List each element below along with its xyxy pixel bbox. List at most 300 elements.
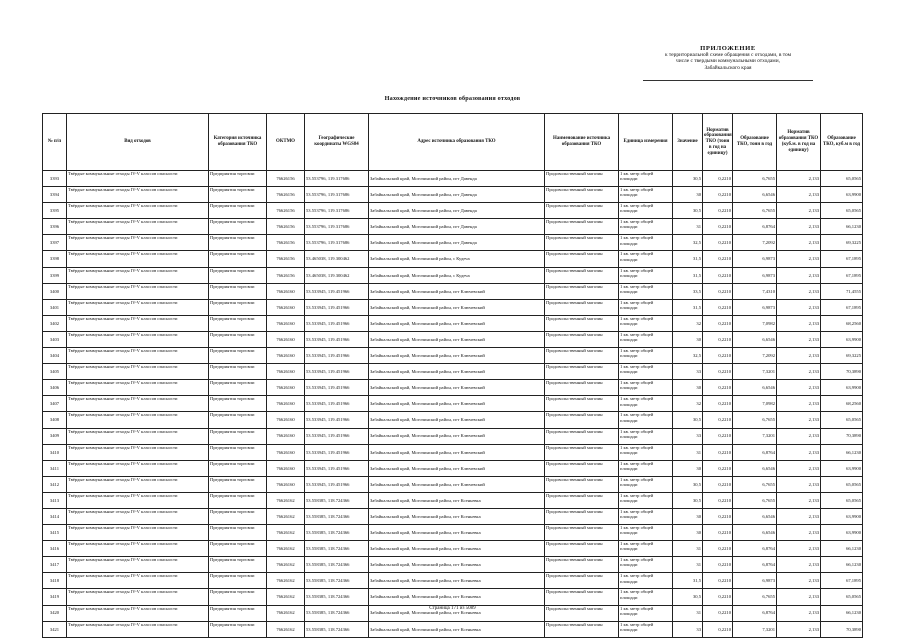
cell-oktmo: 76626160 — [267, 283, 305, 299]
cell-norm-cubic: 2,133 — [777, 380, 821, 396]
cell-total-cubic: 65,0565 — [821, 412, 863, 428]
cell-row-number: 3404 — [43, 348, 67, 364]
cell-source-name: Продовольственный магазин — [545, 476, 619, 492]
cell-total-tonnes: 6,8764 — [733, 444, 777, 460]
cell-norm-cubic: 2,133 — [777, 187, 821, 203]
table-row — [43, 299, 863, 315]
cell-source-category: Предприятия торговли — [209, 267, 267, 283]
cell-unit: 1 кв. метр общей площади — [619, 557, 673, 573]
cell-source-category: Предприятия торговли — [209, 235, 267, 251]
cell-address: Забайкальский край, Могочинский район, пгт Ключевский — [369, 380, 545, 396]
cell-unit: 1 кв. метр общей площади — [619, 460, 673, 476]
cell-norm-cubic: 2,133 — [777, 557, 821, 573]
cell-row-number: 3400 — [43, 283, 67, 299]
cell-oktmo: 76626160 — [267, 428, 305, 444]
table-row — [43, 444, 863, 460]
cell-norm-tonnes: 0,2210 — [703, 203, 733, 219]
cell-oktmo: 76626160 — [267, 364, 305, 380]
cell-unit: 1 кв. метр общей площади — [619, 476, 673, 492]
cell-value: 30,5 — [673, 171, 703, 187]
cell-source-category: Предприятия торговли — [209, 251, 267, 267]
cell-unit: 1 кв. метр общей площади — [619, 492, 673, 508]
table-row — [43, 428, 863, 444]
cell-value: 30 — [673, 508, 703, 524]
cell-coordinates: 53.553796, 119.317686 — [305, 171, 369, 187]
cell-source-name: Продовольственный магазин — [545, 364, 619, 380]
cell-source-name: Продовольственный магазин — [545, 171, 619, 187]
cell-source-name: Продовольственный магазин — [545, 621, 619, 637]
cell-norm-cubic: 2,133 — [777, 267, 821, 283]
cell-oktmo: 76626160 — [267, 299, 305, 315]
cell-norm-tonnes: 0,2210 — [703, 364, 733, 380]
cell-value: 30 — [673, 380, 703, 396]
cell-coordinates: 53.553796, 119.317686 — [305, 187, 369, 203]
cell-norm-tonnes: 0,2210 — [703, 476, 733, 492]
table-row — [43, 380, 863, 396]
cell-total-cubic: 63,9900 — [821, 508, 863, 524]
cell-norm-cubic: 2,133 — [777, 235, 821, 251]
cell-oktmo: 76626160 — [267, 380, 305, 396]
cell-waste-type: Твёрдые коммунальные отходы IV-V классов опасности — [67, 380, 209, 396]
cell-norm-cubic: 2,133 — [777, 412, 821, 428]
cell-address: Забайкальский край, Могочинский район, пгт Ключевский — [369, 283, 545, 299]
cell-total-tonnes: 6,9873 — [733, 299, 777, 315]
cell-row-number: 3411 — [43, 460, 67, 476]
cell-total-cubic: 70,3890 — [821, 428, 863, 444]
cell-source-category: Предприятия торговли — [209, 396, 267, 412]
cell-source-category: Предприятия торговли — [209, 299, 267, 315]
table-row — [43, 187, 863, 203]
appendix-block — [643, 46, 813, 81]
cell-value: 32,5 — [673, 235, 703, 251]
cell-waste-type: Твёрдые коммунальные отходы IV-V классов опасности — [67, 541, 209, 557]
cell-source-category: Предприятия торговли — [209, 283, 267, 299]
cell-norm-cubic: 2,133 — [777, 525, 821, 541]
cell-unit: 1 кв. метр общей площади — [619, 235, 673, 251]
cell-unit: 1 кв. метр общей площади — [619, 315, 673, 331]
cell-source-category: Предприятия торговли — [209, 525, 267, 541]
appendix-line-2: числе с твердыми коммунальными отходами, — [676, 58, 780, 65]
cell-norm-cubic: 2,133 — [777, 299, 821, 315]
cell-address: Забайкальский край, Могочинский район, пгт Давенда — [369, 203, 545, 219]
cell-waste-type: Твёрдые коммунальные отходы IV-V классов опасности — [67, 573, 209, 589]
cell-total-tonnes: 6,8764 — [733, 219, 777, 235]
cell-value: 30 — [673, 460, 703, 476]
cell-source-category: Предприятия торговли — [209, 219, 267, 235]
cell-total-tonnes: 6,9873 — [733, 267, 777, 283]
cell-address: Забайкальский край, Могочинский район, пгт Ключевский — [369, 299, 545, 315]
cell-value: 30 — [673, 525, 703, 541]
table-row — [43, 348, 863, 364]
cell-waste-type: Твёрдые коммунальные отходы IV-V классов опасности — [67, 219, 209, 235]
cell-source-category: Предприятия торговли — [209, 412, 267, 428]
cell-row-number: 3406 — [43, 380, 67, 396]
cell-total-cubic: 69,3225 — [821, 348, 863, 364]
cell-waste-type: Твёрдые коммунальные отходы IV-V классов опасности — [67, 283, 209, 299]
cell-address: Забайкальский край, Могочинский район, пгт Ключевский — [369, 348, 545, 364]
table-row — [43, 364, 863, 380]
cell-row-number: 3405 — [43, 364, 67, 380]
cell-coordinates: 53.533945, 119.451966 — [305, 331, 369, 347]
col-header-norm-cubic: Норматив образования ТКО (куб.м. в год на единицу) — [777, 114, 821, 171]
cell-row-number: 3419 — [43, 589, 67, 605]
cell-address: Забайкальский край, Могочинский район, пгт Ключевский — [369, 476, 545, 492]
cell-norm-tonnes: 0,2210 — [703, 589, 733, 605]
cell-unit: 1 кв. метр общей площади — [619, 331, 673, 347]
cell-value: 32 — [673, 315, 703, 331]
cell-unit: 1 кв. метр общей площади — [619, 364, 673, 380]
cell-total-cubic: 63,9900 — [821, 460, 863, 476]
cell-source-name: Продовольственный магазин — [545, 508, 619, 524]
table-row — [43, 589, 863, 605]
cell-total-tonnes: 6,9873 — [733, 251, 777, 267]
cell-oktmo: 76626162 — [267, 589, 305, 605]
cell-total-tonnes: 6,7655 — [733, 171, 777, 187]
cell-norm-tonnes: 0,2210 — [703, 492, 733, 508]
cell-waste-type: Твёрдые коммунальные отходы IV-V классов опасности — [67, 621, 209, 637]
cell-source-name: Продовольственный магазин — [545, 525, 619, 541]
cell-total-cubic: 70,3890 — [821, 621, 863, 637]
cell-unit: 1 кв. метр общей площади — [619, 171, 673, 187]
cell-address: Забайкальский край, Могочинский район, пгт Ключевский — [369, 396, 545, 412]
table-row — [43, 331, 863, 347]
cell-source-name: Продовольственный магазин — [545, 444, 619, 460]
cell-source-category: Предприятия торговли — [209, 428, 267, 444]
cell-total-cubic: 69,3225 — [821, 235, 863, 251]
table-row — [43, 492, 863, 508]
cell-waste-type: Твёрдые коммунальные отходы IV-V классов опасности — [67, 476, 209, 492]
cell-total-tonnes: 6,7655 — [733, 492, 777, 508]
cell-norm-tonnes: 0,2210 — [703, 573, 733, 589]
page-footer: Страница 171 из 5089 — [429, 606, 476, 611]
cell-coordinates: 53.558385, 118.724366 — [305, 573, 369, 589]
cell-source-name: Продовольственный магазин — [545, 541, 619, 557]
cell-source-category: Предприятия торговли — [209, 589, 267, 605]
cell-total-tonnes: 6,6546 — [733, 380, 777, 396]
cell-source-category: Предприятия торговли — [209, 331, 267, 347]
cell-total-tonnes: 7,4310 — [733, 283, 777, 299]
table-row — [43, 203, 863, 219]
cell-norm-tonnes: 0,2210 — [703, 508, 733, 524]
cell-row-number: 3412 — [43, 476, 67, 492]
cell-source-name: Продовольственный магазин — [545, 283, 619, 299]
cell-norm-tonnes: 0,2210 — [703, 187, 733, 203]
cell-address: Забайкальский край, Могочинский район, с Кудеча — [369, 267, 545, 283]
cell-source-name: Продовольственный магазин — [545, 267, 619, 283]
cell-norm-tonnes: 0,2210 — [703, 605, 733, 621]
cell-coordinates: 53.533945, 119.451966 — [305, 460, 369, 476]
cell-total-tonnes: 6,6546 — [733, 460, 777, 476]
cell-source-category: Предприятия торговли — [209, 348, 267, 364]
cell-waste-type: Твёрдые коммунальные отходы IV-V классов опасности — [67, 364, 209, 380]
cell-value: 33 — [673, 621, 703, 637]
cell-norm-cubic: 2,133 — [777, 203, 821, 219]
cell-waste-type: Твёрдые коммунальные отходы IV-V классов опасности — [67, 267, 209, 283]
cell-row-number: 3401 — [43, 299, 67, 315]
cell-address: Забайкальский край, Могочинский район, пгт Давенда — [369, 235, 545, 251]
cell-waste-type: Твёрдые коммунальные отходы IV-V классов опасности — [67, 396, 209, 412]
cell-norm-tonnes: 0,2210 — [703, 412, 733, 428]
cell-unit: 1 кв. метр общей площади — [619, 573, 673, 589]
cell-address: Забайкальский край, Могочинский район, пгт Ксеньевка — [369, 525, 545, 541]
cell-total-tonnes: 6,8764 — [733, 557, 777, 573]
cell-oktmo: 76626160 — [267, 476, 305, 492]
cell-source-category: Предприятия торговли — [209, 508, 267, 524]
cell-row-number: 3413 — [43, 492, 67, 508]
table-row — [43, 621, 863, 637]
cell-source-category: Предприятия торговли — [209, 364, 267, 380]
cell-source-name: Продовольственный магазин — [545, 203, 619, 219]
cell-coordinates: 53.533945, 119.451966 — [305, 444, 369, 460]
cell-total-cubic: 66,1230 — [821, 605, 863, 621]
cell-norm-tonnes: 0,2210 — [703, 460, 733, 476]
cell-norm-tonnes: 0,2210 — [703, 267, 733, 283]
cell-total-tonnes: 6,6546 — [733, 525, 777, 541]
cell-waste-type: Твёрдые коммунальные отходы IV-V классов опасности — [67, 525, 209, 541]
cell-total-cubic: 67,1895 — [821, 251, 863, 267]
cell-norm-cubic: 2,133 — [777, 508, 821, 524]
table-row — [43, 508, 863, 524]
cell-total-tonnes: 7,0982 — [733, 315, 777, 331]
table-row — [43, 219, 863, 235]
cell-coordinates: 53.558385, 118.724366 — [305, 557, 369, 573]
document-title: Нахождение источников образования отходов — [384, 95, 521, 102]
cell-norm-tonnes: 0,2210 — [703, 444, 733, 460]
cell-waste-type: Твёрдые коммунальные отходы IV-V классов опасности — [67, 251, 209, 267]
cell-total-cubic: 65,0565 — [821, 171, 863, 187]
cell-norm-cubic: 2,133 — [777, 476, 821, 492]
table-row — [43, 541, 863, 557]
cell-value: 30,5 — [673, 476, 703, 492]
cell-unit: 1 кв. метр общей площади — [619, 203, 673, 219]
cell-row-number: 3410 — [43, 444, 67, 460]
cell-norm-cubic: 2,133 — [777, 541, 821, 557]
cell-oktmo: 76626162 — [267, 525, 305, 541]
cell-oktmo: 76626162 — [267, 605, 305, 621]
table-row — [43, 283, 863, 299]
cell-address: Забайкальский край, Могочинский район, пгт Давенда — [369, 187, 545, 203]
cell-norm-cubic: 2,133 — [777, 283, 821, 299]
cell-source-category: Предприятия торговли — [209, 315, 267, 331]
col-header-total-cubic: Образование ТКО, куб.м в год — [821, 114, 863, 171]
cell-norm-cubic: 2,133 — [777, 171, 821, 187]
cell-address: Забайкальский край, Могочинский район, пгт Ключевский — [369, 460, 545, 476]
cell-value: 30,5 — [673, 589, 703, 605]
cell-oktmo: 76626156 — [267, 171, 305, 187]
cell-oktmo: 76626160 — [267, 331, 305, 347]
cell-norm-cubic: 2,133 — [777, 428, 821, 444]
cell-unit: 1 кв. метр общей площади — [619, 444, 673, 460]
cell-unit: 1 кв. метр общей площади — [619, 251, 673, 267]
cell-coordinates: 53.558385, 118.724366 — [305, 541, 369, 557]
cell-norm-cubic: 2,133 — [777, 605, 821, 621]
cell-oktmo: 76626162 — [267, 557, 305, 573]
cell-total-cubic: 63,9900 — [821, 331, 863, 347]
col-header-norm-tonnes: Норматив образования ТКО (тонн в год на единицу) — [703, 114, 733, 171]
cell-source-category: Предприятия торговли — [209, 444, 267, 460]
table-row — [43, 557, 863, 573]
cell-unit: 1 кв. метр общей площади — [619, 621, 673, 637]
cell-total-tonnes: 6,7655 — [733, 589, 777, 605]
cell-oktmo: 76626162 — [267, 541, 305, 557]
cell-source-name: Продовольственный магазин — [545, 428, 619, 444]
cell-unit: 1 кв. метр общей площади — [619, 219, 673, 235]
cell-waste-type: Твёрдые коммунальные отходы IV-V классов опасности — [67, 315, 209, 331]
cell-source-category: Предприятия торговли — [209, 573, 267, 589]
cell-total-tonnes: 7,2092 — [733, 235, 777, 251]
cell-norm-tonnes: 0,2210 — [703, 315, 733, 331]
cell-source-category: Предприятия торговли — [209, 476, 267, 492]
cell-value: 31 — [673, 219, 703, 235]
cell-source-name: Продовольственный магазин — [545, 573, 619, 589]
cell-row-number: 3398 — [43, 251, 67, 267]
cell-source-name: Продовольственный магазин — [545, 331, 619, 347]
cell-coordinates: 53.465038, 119.300462 — [305, 267, 369, 283]
cell-source-name: Продовольственный магазин — [545, 235, 619, 251]
cell-row-number: 3421 — [43, 621, 67, 637]
cell-norm-cubic: 2,133 — [777, 348, 821, 364]
cell-norm-tonnes: 0,2210 — [703, 219, 733, 235]
cell-source-name: Продовольственный магазин — [545, 315, 619, 331]
cell-total-cubic: 65,0565 — [821, 476, 863, 492]
cell-total-tonnes: 6,6546 — [733, 508, 777, 524]
cell-value: 30 — [673, 331, 703, 347]
cell-oktmo: 76626156 — [267, 219, 305, 235]
cell-norm-cubic: 2,133 — [777, 364, 821, 380]
cell-total-cubic: 65,0565 — [821, 203, 863, 219]
cell-total-tonnes: 6,6546 — [733, 331, 777, 347]
cell-value: 32,5 — [673, 348, 703, 364]
cell-row-number: 3420 — [43, 605, 67, 621]
col-header-source-name: Наименование источника образования ТКО — [545, 114, 619, 171]
cell-value: 33,5 — [673, 283, 703, 299]
cell-waste-type: Твёрдые коммунальные отходы IV-V классов опасности — [67, 428, 209, 444]
cell-source-name: Продовольственный магазин — [545, 348, 619, 364]
cell-coordinates: 53.558385, 118.724366 — [305, 508, 369, 524]
cell-source-category: Предприятия торговли — [209, 605, 267, 621]
cell-unit: 1 кв. метр общей площади — [619, 589, 673, 605]
cell-norm-tonnes: 0,2210 — [703, 251, 733, 267]
cell-waste-type: Твёрдые коммунальные отходы IV-V классов опасности — [67, 171, 209, 187]
cell-coordinates: 53.533945, 119.451966 — [305, 380, 369, 396]
cell-coordinates: 53.533945, 119.451966 — [305, 412, 369, 428]
cell-total-cubic: 68,2560 — [821, 315, 863, 331]
cell-source-name: Продовольственный магазин — [545, 412, 619, 428]
cell-coordinates: 53.533945, 119.451966 — [305, 476, 369, 492]
cell-norm-tonnes: 0,2210 — [703, 396, 733, 412]
cell-source-category: Предприятия торговли — [209, 492, 267, 508]
cell-oktmo: 76626160 — [267, 460, 305, 476]
cell-waste-type: Твёрдые коммунальные отходы IV-V классов опасности — [67, 492, 209, 508]
cell-value: 31 — [673, 605, 703, 621]
cell-row-number: 3407 — [43, 396, 67, 412]
cell-unit: 1 кв. метр общей площади — [619, 283, 673, 299]
cell-waste-type: Твёрдые коммунальные отходы IV-V классов опасности — [67, 589, 209, 605]
cell-unit: 1 кв. метр общей площади — [619, 380, 673, 396]
cell-total-tonnes: 7,0982 — [733, 396, 777, 412]
table-row — [43, 476, 863, 492]
cell-oktmo: 76626160 — [267, 348, 305, 364]
cell-total-tonnes: 6,6546 — [733, 187, 777, 203]
cell-source-name: Продовольственный магазин — [545, 460, 619, 476]
cell-value: 30 — [673, 187, 703, 203]
cell-address: Забайкальский край, Могочинский район, пгт Ксеньевка — [369, 605, 545, 621]
cell-value: 33 — [673, 428, 703, 444]
table-row — [43, 267, 863, 283]
cell-address: Забайкальский край, Могочинский район, пгт Ключевский — [369, 444, 545, 460]
table-row — [43, 235, 863, 251]
cell-oktmo: 76626162 — [267, 492, 305, 508]
col-header-coordinates: Географические координаты WGS84 — [305, 114, 369, 171]
table-row — [43, 412, 863, 428]
cell-norm-tonnes: 0,2210 — [703, 380, 733, 396]
cell-address: Забайкальский край, Могочинский район, пгт Давенда — [369, 219, 545, 235]
cell-norm-cubic: 2,133 — [777, 589, 821, 605]
cell-address: Забайкальский край, Могочинский район, пгт Ксеньевка — [369, 621, 545, 637]
cell-waste-type: Твёрдые коммунальные отходы IV-V классов опасности — [67, 187, 209, 203]
cell-unit: 1 кв. метр общей площади — [619, 525, 673, 541]
col-header-unit: Единица измерения — [619, 114, 673, 171]
cell-total-cubic: 67,1895 — [821, 573, 863, 589]
cell-total-tonnes: 7,3201 — [733, 428, 777, 444]
cell-norm-cubic: 2,133 — [777, 492, 821, 508]
cell-address: Забайкальский край, Могочинский район, с Кудеча — [369, 251, 545, 267]
cell-coordinates: 53.533945, 119.451966 — [305, 315, 369, 331]
cell-source-category: Предприятия торговли — [209, 557, 267, 573]
cell-total-tonnes: 6,8764 — [733, 541, 777, 557]
cell-total-tonnes: 6,7655 — [733, 203, 777, 219]
col-header-oktmo: ОКТМО — [267, 114, 305, 171]
cell-norm-tonnes: 0,2210 — [703, 299, 733, 315]
cell-row-number: 3399 — [43, 267, 67, 283]
cell-coordinates: 53.533945, 119.451966 — [305, 283, 369, 299]
cell-oktmo: 76626160 — [267, 396, 305, 412]
cell-total-cubic: 68,2560 — [821, 396, 863, 412]
cell-address: Забайкальский край, Могочинский район, пгт Ключевский — [369, 412, 545, 428]
table-row — [43, 251, 863, 267]
cell-waste-type: Твёрдые коммунальные отходы IV-V классов опасности — [67, 508, 209, 524]
cell-norm-cubic: 2,133 — [777, 315, 821, 331]
cell-coordinates: 53.558385, 118.724366 — [305, 621, 369, 637]
table-row — [43, 525, 863, 541]
cell-row-number: 3409 — [43, 428, 67, 444]
cell-coordinates: 53.553796, 119.317686 — [305, 203, 369, 219]
cell-waste-type: Твёрдые коммунальные отходы IV-V классов опасности — [67, 203, 209, 219]
cell-unit: 1 кв. метр общей площади — [619, 428, 673, 444]
cell-source-name: Продовольственный магазин — [545, 187, 619, 203]
cell-row-number: 3402 — [43, 315, 67, 331]
cell-coordinates: 53.465038, 119.300462 — [305, 251, 369, 267]
cell-norm-cubic: 2,133 — [777, 621, 821, 637]
cell-value: 31 — [673, 557, 703, 573]
cell-norm-tonnes: 0,2210 — [703, 541, 733, 557]
cell-norm-tonnes: 0,2210 — [703, 235, 733, 251]
cell-address: Забайкальский край, Могочинский район, пгт Ксеньевка — [369, 573, 545, 589]
cell-value: 31,5 — [673, 251, 703, 267]
cell-row-number: 3414 — [43, 508, 67, 524]
cell-coordinates: 53.533945, 119.451966 — [305, 299, 369, 315]
cell-norm-cubic: 2,133 — [777, 219, 821, 235]
cell-row-number: 3394 — [43, 187, 67, 203]
cell-address: Забайкальский край, Могочинский район, пгт Ключевский — [369, 315, 545, 331]
cell-source-category: Предприятия торговли — [209, 380, 267, 396]
cell-row-number: 3393 — [43, 171, 67, 187]
cell-norm-cubic: 2,133 — [777, 251, 821, 267]
cell-coordinates: 53.558385, 118.724366 — [305, 589, 369, 605]
cell-row-number: 3418 — [43, 573, 67, 589]
cell-norm-cubic: 2,133 — [777, 460, 821, 476]
cell-total-tonnes: 6,8764 — [733, 605, 777, 621]
